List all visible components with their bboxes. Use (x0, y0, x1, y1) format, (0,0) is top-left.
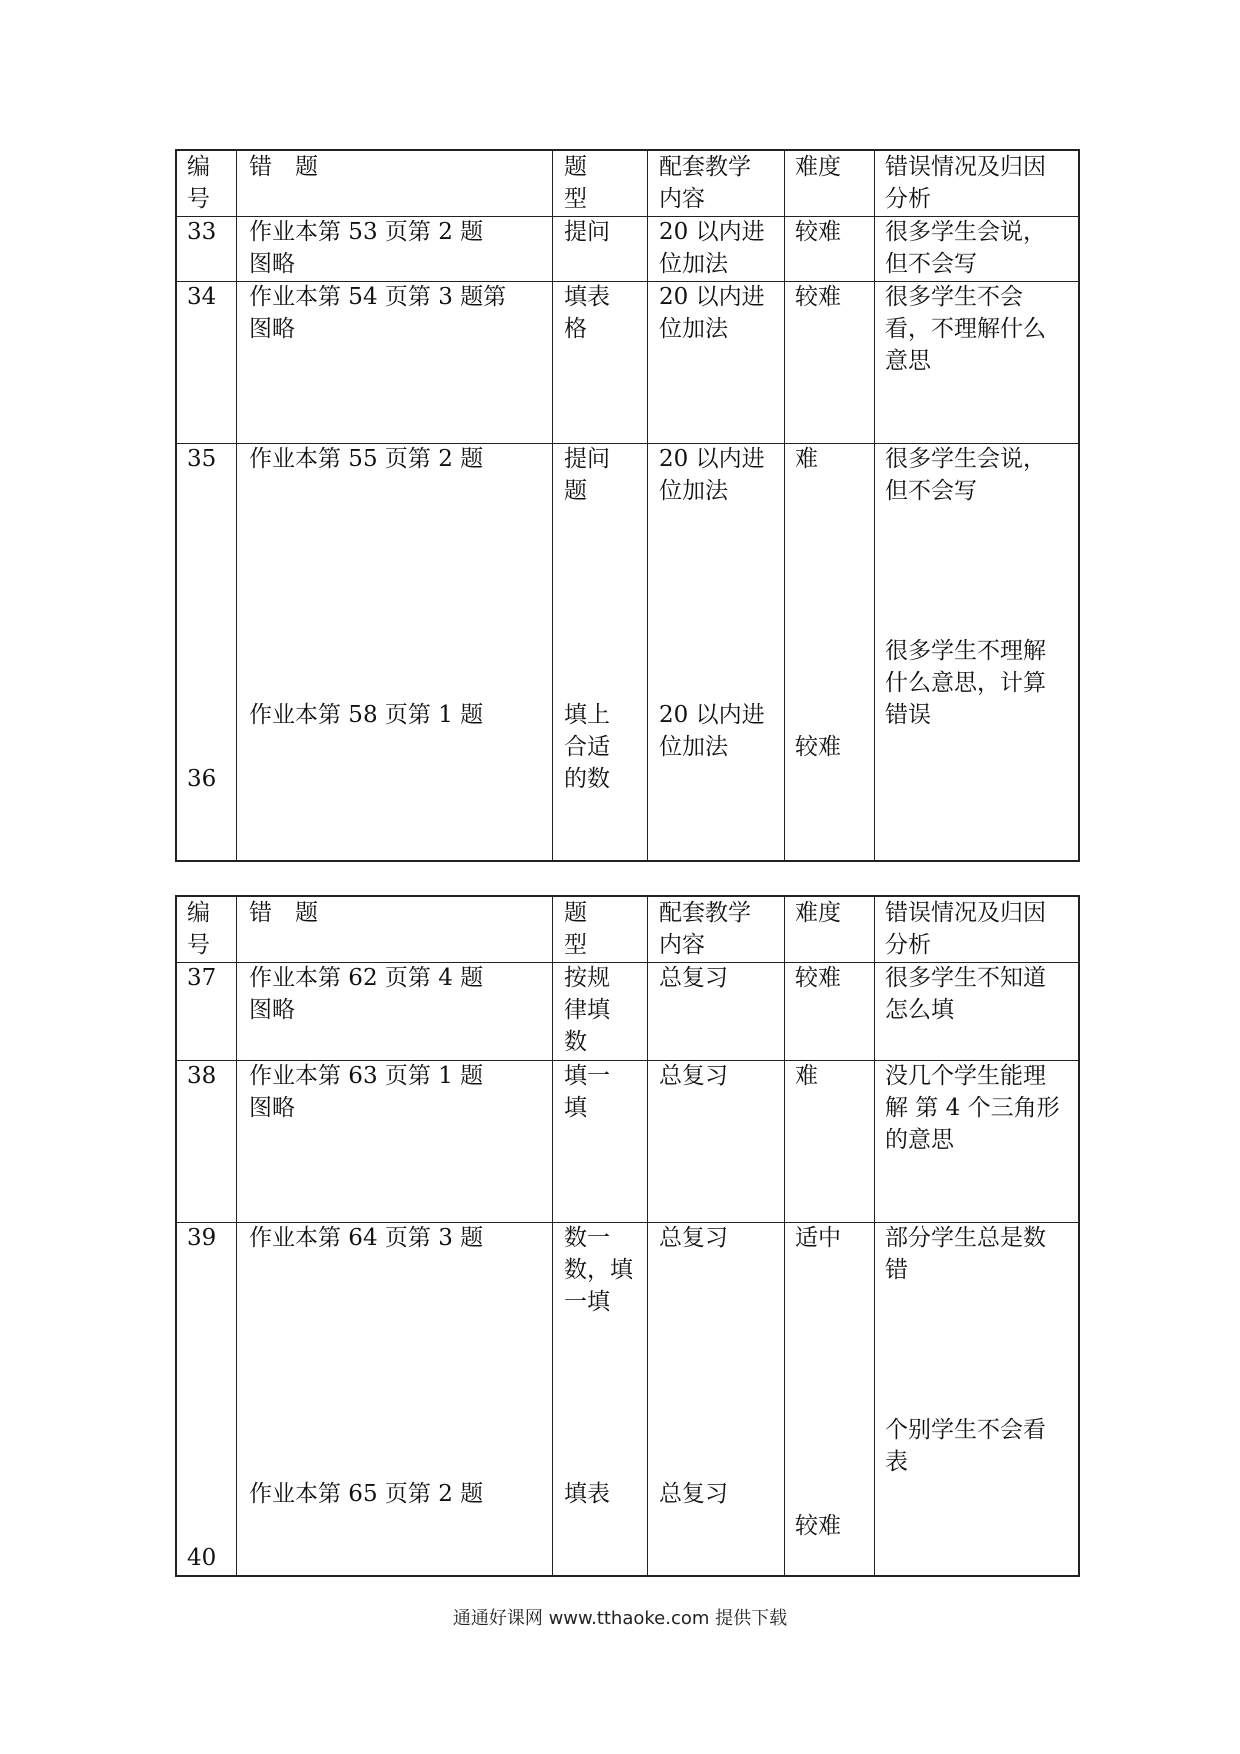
row-problem: 作业本第 54 页第 3 题第 图略 (249, 284, 507, 342)
row-content: 总复习 (659, 1063, 728, 1089)
row-content: 20 以内进 位加法 (659, 284, 765, 342)
row-difficulty: 适中 (795, 1225, 841, 1251)
row-type: 填上 合适 的数 (564, 702, 610, 792)
row-difficulty: 较难 (795, 734, 841, 760)
header-difficulty: 难度 (795, 900, 841, 926)
row-content: 总复习 (659, 1481, 728, 1507)
row-content: 20 以内进 位加法 (659, 219, 765, 277)
header-num: 编 号 (187, 900, 210, 958)
row-content: 20 以内进 位加法 (659, 702, 765, 760)
table-row (177, 1222, 1078, 1577)
row-analysis: 很多学生不会 看，不理解什么 意思 (885, 284, 1046, 374)
table-row (177, 216, 1078, 282)
error-table-2 (175, 895, 1080, 1577)
row-content: 20 以内进 位加法 (659, 446, 765, 504)
row-type: 数一 数，填 一填 (564, 1225, 633, 1315)
error-table-1 (175, 149, 1080, 862)
table-row (177, 443, 1078, 862)
row-problem: 作业本第 53 页第 2 题 图略 (249, 219, 484, 277)
row-analysis: 个别学生不会看 表 (885, 1417, 1046, 1475)
row-problem: 作业本第 55 页第 2 题 (249, 446, 484, 472)
row-difficulty: 难 (795, 446, 818, 472)
row-difficulty: 较难 (795, 965, 841, 991)
row-analysis: 很多学生会说， 但不会写 (885, 219, 1046, 277)
row-analysis: 部分学生总是数 错 (885, 1225, 1046, 1283)
row-type: 按规 律填 数 (564, 965, 610, 1055)
row-type: 提问 (564, 219, 610, 245)
table-row (177, 281, 1078, 444)
row-analysis: 很多学生不理解 什么意思，计算 错误 (885, 638, 1046, 728)
row-difficulty: 难 (795, 1063, 818, 1089)
row-num: 35 (187, 446, 217, 472)
header-analysis: 错误情况及归因 分析 (885, 154, 1046, 212)
row-content: 总复习 (659, 965, 728, 991)
row-analysis: 很多学生会说， 但不会写 (885, 446, 1046, 504)
row-type: 填表 格 (564, 284, 610, 342)
footer-credit: 通通好课网 www.tthaoke.com 提供下载 (452, 1608, 788, 1629)
row-num: 37 (187, 965, 217, 991)
table-header-row (177, 897, 1078, 963)
header-problem: 错 题 (249, 900, 318, 926)
row-problem: 作业本第 62 页第 4 题 图略 (249, 965, 484, 1023)
row-num: 39 (187, 1225, 217, 1251)
header-content: 配套教学 内容 (659, 154, 751, 212)
header-type: 题 型 (564, 900, 587, 958)
row-num: 40 (187, 1545, 217, 1571)
row-num: 36 (187, 766, 217, 792)
row-problem: 作业本第 64 页第 3 题 (249, 1225, 484, 1251)
header-problem: 错 题 (249, 154, 318, 180)
row-type: 填一 填 (564, 1063, 610, 1121)
header-analysis: 错误情况及归因 分析 (885, 900, 1046, 958)
header-type: 题 型 (564, 154, 587, 212)
row-num: 38 (187, 1063, 217, 1089)
row-type: 填表 (564, 1481, 610, 1507)
row-num: 33 (187, 219, 217, 245)
header-difficulty: 难度 (795, 154, 841, 180)
row-difficulty: 较难 (795, 1513, 841, 1539)
row-problem: 作业本第 65 页第 2 题 (249, 1481, 484, 1507)
row-problem: 作业本第 63 页第 1 题 图略 (249, 1063, 484, 1121)
table-row (177, 1060, 1078, 1223)
header-num: 编 号 (187, 154, 210, 212)
table-row (177, 962, 1078, 1061)
table-header-row (177, 151, 1078, 217)
row-content: 总复习 (659, 1225, 728, 1251)
row-problem: 作业本第 58 页第 1 题 (249, 702, 484, 728)
row-analysis: 很多学生不知道 怎么填 (885, 965, 1046, 1023)
row-type: 提问 题 (564, 446, 610, 504)
row-difficulty: 较难 (795, 284, 841, 310)
header-content: 配套教学 内容 (659, 900, 751, 958)
row-analysis: 没几个学生能理 解 第 4 个三角形 的意思 (885, 1063, 1060, 1153)
row-num: 34 (187, 284, 217, 310)
row-difficulty: 较难 (795, 219, 841, 245)
